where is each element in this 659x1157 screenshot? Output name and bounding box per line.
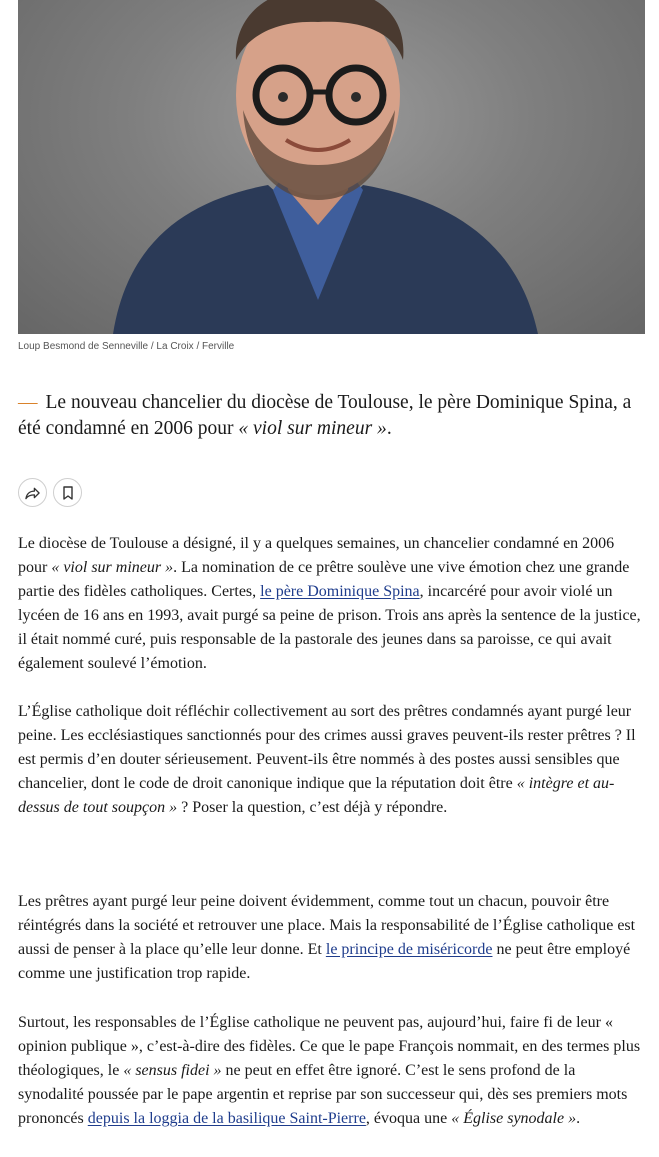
share-button[interactable] <box>18 478 47 507</box>
paragraph-2: L’Église catholique doit réfléchir collectivement au sort des prêtres condamnés ayant purgé leur peine. Les ecclésiastiques sanctionnés pour des crimes aussi graves peuvent-ils rester prêtres ? Il est permis d’en douter sérieusement. Peuvent-ils être nommés à des postes aussi sensibles que chancelier, dont le code de droit canonique indique que la réputation doit être « intègre et au-dessus de tout soupçon » ? Poser la question, c’est déjà y répondre. <box>18 703 636 816</box>
link-loggia-saint-pierre[interactable]: depuis la loggia de la basilique Saint-Pierre <box>87 1110 366 1127</box>
article-actions <box>18 478 82 507</box>
share-icon <box>25 486 40 500</box>
link-dominique-spina[interactable]: le père Dominique Spina <box>260 583 420 600</box>
paragraph-4: Surtout, les responsables de l’Église catholique ne peuvent pas, aujourd’hui, faire fi de leur « opinion publique », c’est-à-dire des fidèles. Ce que le pape François nommait, en des termes plus théologiques, le « sensus fidei » ne peut en effet être ignoré. C’est le sens profond de la synodalité poussée par le pape argentin et reprise par son successeur qui, dès ses premiers mots prononcés depuis la loggia de la basilique Saint-Pierre, évoqua une « Église synodale ». <box>18 1014 641 1127</box>
article-lead: — Le nouveau chancelier du diocèse de Toulouse, le père Dominique Spina, a été condamné en 2006 pour « viol sur mineur ». <box>18 392 632 439</box>
link-principe-misericorde[interactable]: le principe de miséricorde <box>325 941 493 958</box>
paragraph-1: Le diocèse de Toulouse a désigné, il y a quelques semaines, un chancelier condamné en 2006 pour « viol sur mineur ». La nomination de ce prêtre soulève une vive émotion chez une grande partie des fidèles catholiques. Certes, le père Dominique Spina, incarcéré pour avoir violé un lycéen de 16 ans en 1993, avait purgé sa peine de prison. Trois ans après la sentence de la justice, il était nommé curé, puis responsable de la pastorale des jeunes dans sa paroisse, ce qui avait également soulevé l’émotion. <box>18 535 641 672</box>
photo-credit: Loup Besmond de Senneville / La Croix / Ferville <box>18 341 235 352</box>
paragraph-3: Les prêtres ayant purgé leur peine doivent évidemment, comme tout un chacun, pouvoir être réintégrés dans la société et retrouver une place. Mais la responsabilité de l’Église catholique est aussi de penser à la place qu’elle leur donne. Et le principe de miséricorde ne peut être employé comme une justification trop rapide. <box>18 893 636 982</box>
bookmark-button[interactable] <box>53 478 82 507</box>
portrait-illustration <box>18 0 645 334</box>
article-photo <box>18 0 645 334</box>
lead-dash: — <box>18 392 38 413</box>
bookmark-icon <box>62 486 74 500</box>
